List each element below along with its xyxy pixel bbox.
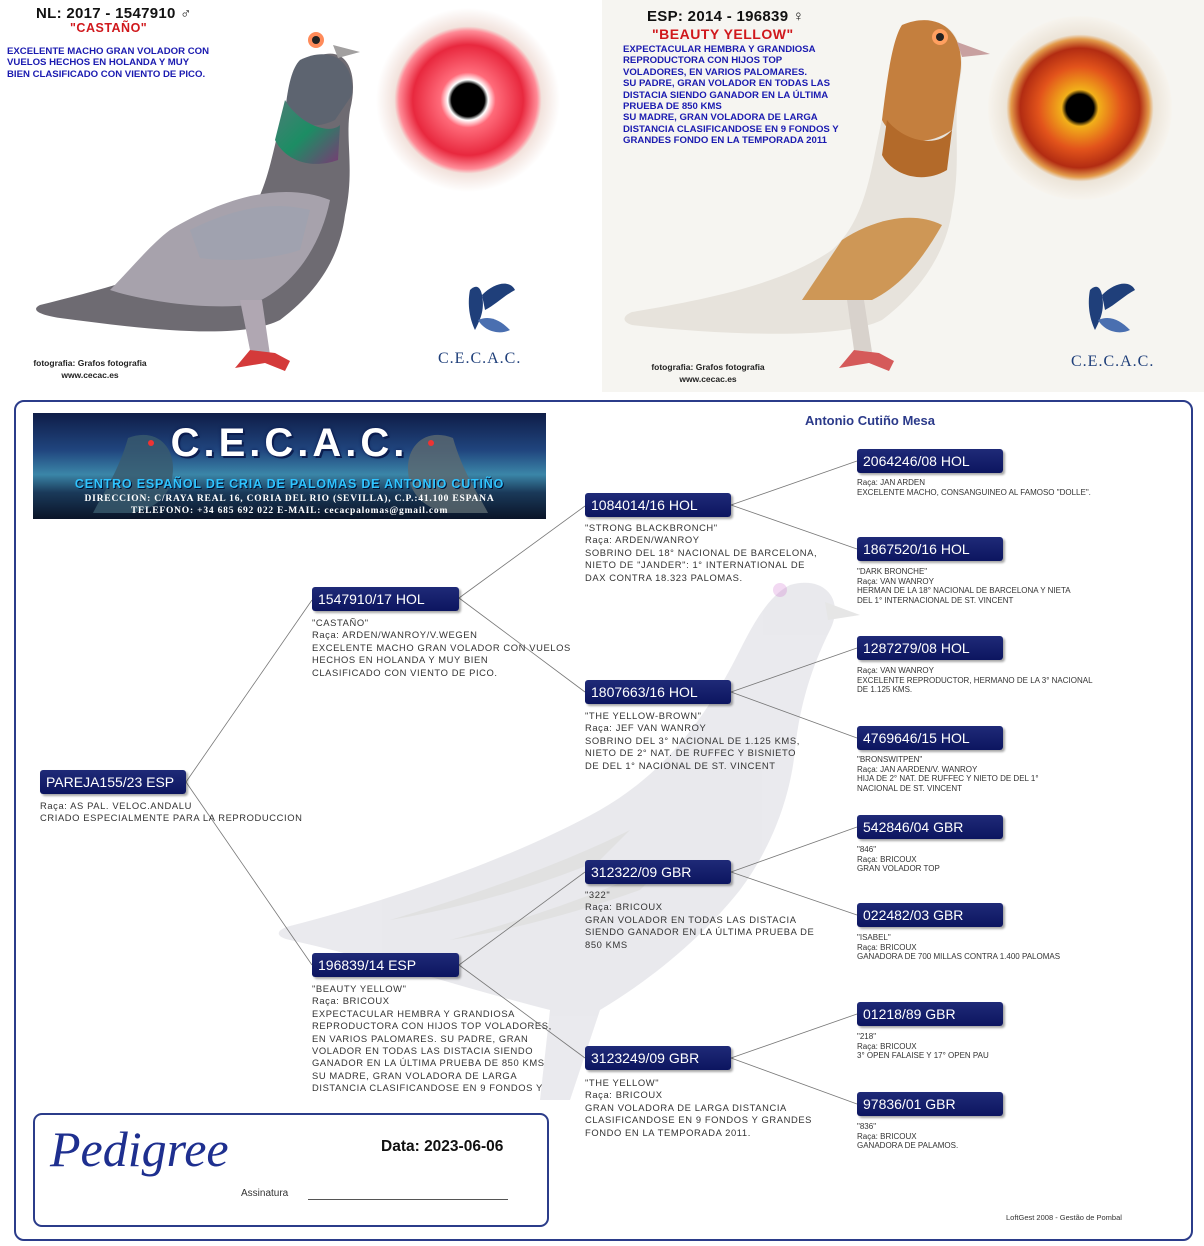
dsd-details: "ISABEL" Raça: BRICOUX GANADORA DE 700 MILLAS CONTRA 1.400 PALOMAS — [857, 933, 1061, 961]
dss-details: "846" Raça: BRICOUX GRAN VOLADOR TOP — [857, 845, 940, 873]
pedigree-box-sire-sire[interactable]: 1084014/16 HOL — [585, 493, 731, 517]
logo-address: DIRECCION: C/RAYA REAL 16, CORIA DEL RIO (SEVILLA), C.P.:41.100 ESPANA — [84, 494, 495, 504]
ssd-details: "DARK BRONCHE" Raça: VAN WANROY HERMAN DE LA 18° NACIONAL DE BARCELONA Y NIETA DEL 1° INTERNACIONAL DE ST. VINCENT — [857, 567, 1071, 605]
pedigree-box-sire[interactable]: 1547910/17 HOL — [312, 587, 459, 611]
dds-details: "218" Raça: BRICOUX 3° OPEN FALAISE Y 17° OPEN PAU — [857, 1032, 989, 1060]
logo-subtitle: CENTRO ESPAÑOL DE CRIA DE PALOMAS DE ANTONIO CUTIÑO — [74, 477, 505, 491]
left-brand-text: C.E.C.A.C. — [438, 350, 522, 367]
pedigree-box-ddd[interactable]: 97836/01 GBR — [857, 1092, 1003, 1116]
pedigree-box-sds[interactable]: 1287279/08 HOL — [857, 636, 1003, 660]
sss-details: Raça: JAN ARDEN EXCELENTE MACHO, CONSANGUINEO AL FAMOSO "DOLLE". — [857, 478, 1091, 497]
pedigree-box-dsd[interactable]: 022482/03 GBR — [857, 903, 1003, 927]
sds-details: Raça: VAN WANROY EXCELENTE REPRODUCTOR, HERMANO DE LA 3° NACIONAL DE 1.125 KMS. — [857, 666, 1093, 694]
logo-title: C.E.C.A.C. — [170, 421, 409, 465]
ddd-details: "836" Raça: BRICOUX GANADORA DE PALAMOS. — [857, 1122, 959, 1150]
left-bird-name: "CASTAÑO" — [70, 21, 148, 35]
breeder-name: Antonio Cutiño Mesa — [805, 413, 935, 428]
pedigree-box-sss[interactable]: 2064246/08 HOL — [857, 449, 1003, 473]
left-bird-description: EXCELENTE MACHO GRAN VOLADOR CON VUELOS HECHOS EN HOLANDA Y MUY BIEN CLASIFICADO CON VIENTO DE PICO. — [7, 46, 210, 80]
subject-details: Raça: AS PAL. VELOC.ANDALU CRIADO ESPECIALMENTE PARA LA REPRODUCCION — [40, 800, 303, 824]
left-photo-credit: fotografia: Grafos fotografia www.cecac.es — [33, 358, 147, 380]
pedigree-title: Pedigree — [50, 1121, 229, 1177]
sire-dam-details: "THE YELLOW-BROWN" Raça: JEF VAN WANROY SOBRINO DEL 3° NACIONAL DE 1.125 KMS, NIETO DE 2° NAT. DE RUFFEC Y BISNIETO DE DEL 1° NACIONAL DE ST. VINCENT — [585, 710, 800, 771]
pedigree-box-sdd[interactable]: 4769646/15 HOL — [857, 726, 1003, 750]
pedigree-box-dam[interactable]: 196839/14 ESP — [312, 953, 459, 977]
pedigree-box-dam-sire[interactable]: 312322/09 GBR — [585, 860, 731, 884]
right-brand-text: C.E.C.A.C. — [1071, 353, 1155, 370]
right-bird-description: EXPECTACULAR HEMBRA Y GRANDIOSA REPRODUCTORA CON HIJOS TOP VOLADORES, EN VARIOS PALOMARES. SU PADRE, GRAN VOLADOR EN TODAS LAS DISTACIA SIENDO GANADOR EN LA ÚLTIMA PRUEBA DE 850 KMS SU MADRE, GRAN VOLADORA DE LARGA DISTANCIA CLASIFICANDOSE EN 9 FONDOS Y GRANDES FONDO EN LA TEMPORADA 2011 — [623, 44, 839, 147]
software-credit: LoftGest 2008 - Gestão de Pombal — [1006, 1213, 1122, 1222]
pedigree-box-dss[interactable]: 542846/04 GBR — [857, 815, 1003, 839]
sire-sire-details: "STRONG BLACKBRONCH" Raça: ARDEN/WANROY SOBRINO DEL 18° NACIONAL DE BARCELONA, NIETO DE "JANDER": 1° INTERNATIONAL DE DAX CONTRA 18.323 PALOMAS. — [585, 522, 818, 583]
right-photo-credit: fotografia: Grafos fotografia www.cecac.es — [651, 362, 765, 384]
pedigree-box-sire-dam[interactable]: 1807663/16 HOL — [585, 680, 731, 704]
pedigree-box-dam-dam[interactable]: 3123249/09 GBR — [585, 1046, 731, 1070]
dam-details: "BEAUTY YELLOW" Raça: BRICOUX EXPECTACULAR HEMBRA Y GRANDIOSA REPRODUCTORA CON HIJOS TOP VOLADORES, EN VARIOS PALOMARES. SU PADRE, GRAN VOLADOR EN TODAS LAS DISTACIA SIENDO GANADOR EN LA ÚLTIMA PRUEBA DE 850 KMS SU MADRE, GRAN VOLADORA DE LARGA DISTANCIA CLASIFICANDOSE EN 9 FONDOS Y — [312, 983, 552, 1094]
signature-label: Assinatura — [241, 1188, 289, 1199]
pedigree-box-subject[interactable]: PAREJA155/23 ESP — [40, 770, 186, 794]
logo-phone: TELEFONO: +34 685 692 022 E-MAIL: cecacpalomas@gmail.com — [130, 506, 449, 516]
dam-sire-details: "322" Raça: BRICOUX GRAN VOLADOR EN TODAS LAS DISTACIA SIENDO GANADOR EN LA ÚLTIMA PRUEBA DE 850 KMS — [585, 889, 815, 950]
pedigree-box-dds[interactable]: 01218/89 GBR — [857, 1002, 1003, 1026]
right-bird-ring: ESP: 2014 - 196839 ♀ — [647, 8, 805, 25]
left-bird-ring: NL: 2017 - 1547910 ♂ — [36, 5, 192, 22]
sdd-details: "BRONSWITPEN" Raça: JAN AARDEN/V. WANROY HIJA DE 2° NAT. DE RUFFEC Y NIETO DE DEL 1° NACIONAL DE ST. VINCENT — [857, 755, 1039, 793]
signature-line — [308, 1199, 508, 1200]
dam-dam-details: "THE YELLOW" Raça: BRICOUX GRAN VOLADORA DE LARGA DISTANCIA CLASIFICANDOSE EN 9 FONDOS Y GRANDES FONDO EN LA TEMPORADA 2011. — [585, 1077, 813, 1138]
sire-details: "CASTAÑO" Raça: ARDEN/WANROY/V.WEGEN EXCELENTE MACHO GRAN VOLADOR CON VUELOS HECHOS EN HOLANDA Y MUY BIEN CLASIFICADO CON VIENTO DE PICO. — [312, 617, 571, 678]
pedigree-box-ssd[interactable]: 1867520/16 HOL — [857, 537, 1003, 561]
pedigree-date: Data: 2023-06-06 — [381, 1138, 504, 1155]
right-bird-name: "BEAUTY YELLOW" — [652, 26, 794, 42]
